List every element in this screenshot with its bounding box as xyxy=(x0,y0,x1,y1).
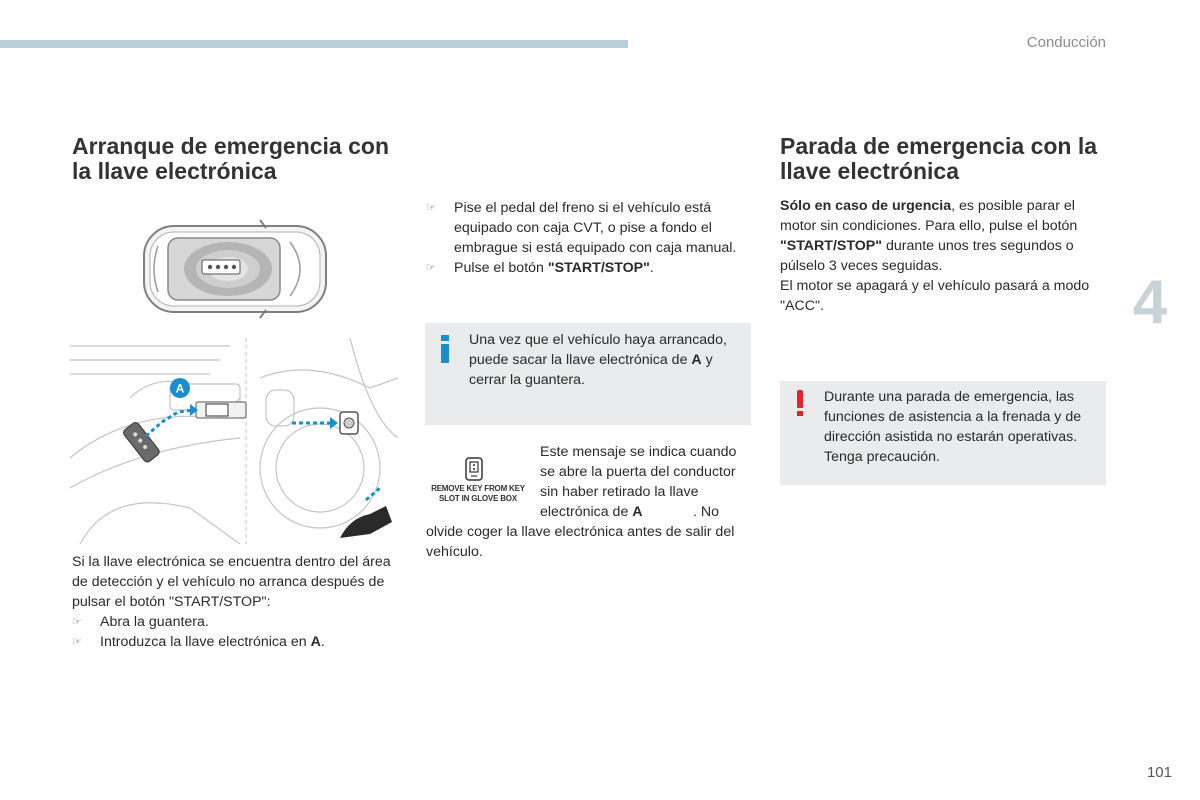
message-line-2: SLOT IN GLOVE BOX xyxy=(439,494,517,503)
left-intro-text: Si la llave electrónica se encuentra dentro del área de detección y el vehículo no arranca después de pulsar el botón "START/STOP": xyxy=(72,554,391,610)
list-item xyxy=(72,612,392,632)
message-bold: A xyxy=(632,504,643,520)
info-note-box xyxy=(425,323,751,425)
header-accent-bar xyxy=(0,40,628,48)
list-item xyxy=(426,258,738,278)
step-bold: "START/STOP" xyxy=(547,260,650,276)
right-paragraph-1 xyxy=(780,196,1110,316)
message-text-part: Este mensaje se indica cuando se abre la puerta del conductor sin haber retirado la llave electrónica de xyxy=(540,444,737,520)
pointing-hand-icon: ☞ xyxy=(72,616,82,628)
step-end: . xyxy=(649,260,654,276)
car-top-view-illustration xyxy=(140,212,330,324)
info-text-bold: A xyxy=(691,352,702,368)
right-p1-text2: durante unos tres segundos o púlselo 3 veces seguidas. xyxy=(780,238,1074,274)
step-text: Pulse el botón xyxy=(454,260,548,276)
chapter-number: 4 xyxy=(1132,268,1168,337)
display-message-label xyxy=(426,484,530,504)
section-title: Conducción xyxy=(1026,34,1106,51)
middle-step-list xyxy=(426,198,738,278)
info-text-end: y cerrar la guantera. xyxy=(469,352,713,388)
pointing-hand-icon: ☞ xyxy=(426,202,436,214)
glove-box-key-slot-illustration xyxy=(70,338,398,544)
page-number: 101 xyxy=(1146,764,1172,781)
right-p1-bold2: "START/STOP" xyxy=(780,238,882,254)
warning-note-box xyxy=(780,381,1106,485)
warning-text: Durante una parada de emergencia, las funciones de asistencia a la frenada y de dirección asistida no estarán operativas. Tenga precaución. xyxy=(824,389,1082,465)
info-icon xyxy=(441,335,449,363)
exclamation-icon xyxy=(796,390,804,416)
pointing-hand-icon: ☞ xyxy=(72,636,82,648)
message-line-1: REMOVE KEY FROM KEY xyxy=(431,484,525,493)
right-p1-bold: Sólo en caso de urgencia xyxy=(780,198,952,214)
step-text: Abra la guantera. xyxy=(100,614,209,630)
right-paragraph-2: El motor se apagará y el vehículo pasará a modo "ACC". xyxy=(780,278,1090,314)
step-bold: A xyxy=(310,634,321,650)
right-heading: Parada de emergencia con la llave electrónica xyxy=(780,133,1098,184)
info-note-text xyxy=(469,330,737,390)
message-text-end: . No olvide coger la llave electrónica antes de salir del vehículo. xyxy=(426,504,735,560)
list-item xyxy=(72,632,392,652)
key-fob-icon xyxy=(462,456,486,482)
left-heading: Arranque de emergencia con la llave electrónica xyxy=(72,133,389,184)
info-text-part: Una vez que el vehículo haya arrancado, puede sacar la llave electrónica de xyxy=(469,332,727,368)
step-end: . xyxy=(320,634,325,650)
figure-label-a: A xyxy=(175,381,185,396)
step-text: Introduzca la llave electrónica en xyxy=(100,634,311,650)
display-message-figure xyxy=(426,452,530,508)
message-text-continued xyxy=(426,502,744,562)
pointing-hand-icon: ☞ xyxy=(426,262,436,274)
left-step-list xyxy=(72,612,392,652)
list-item xyxy=(426,198,738,258)
right-p1-text: , es posible parar el motor sin condiciones. Para ello, pulse el botón xyxy=(780,198,1078,234)
step-text: Pise el pedal del freno si el vehículo está equipado con caja CVT, o pise a fondo el embrague si está equipado con caja manual. xyxy=(454,200,737,256)
